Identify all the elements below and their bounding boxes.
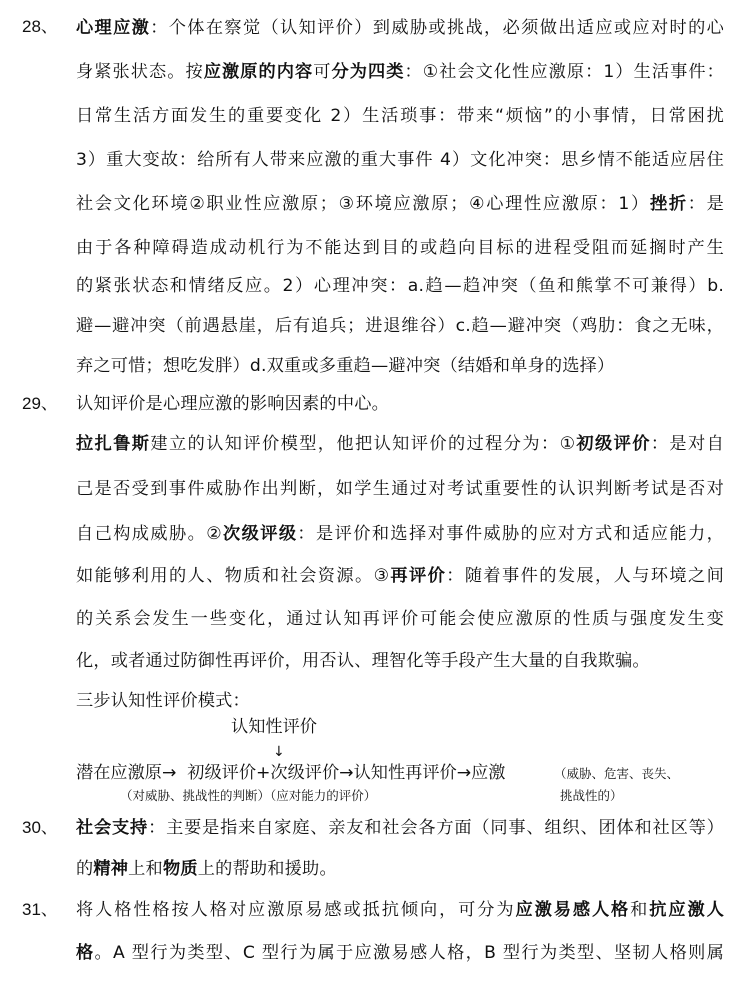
bold-term: 拉扎鲁斯 xyxy=(76,434,151,454)
text-span: 社会文化环境②职业性应激原；③环境应激原；④心理性应激原：1） xyxy=(76,194,650,214)
bold-term: 再评价 xyxy=(390,566,447,586)
text-span: ：个体在察觉（认知评价）到威胁或挑战，必须做出适应或应对时的心 xyxy=(150,18,724,38)
diagram-sub-note: （对威胁、挑战性的判断）（应对能力的评价） xyxy=(120,788,377,803)
text-line xyxy=(76,62,724,82)
text-line xyxy=(76,434,724,454)
text-span: 的紧张状态和情绪反应。2）心理冲突：a.趋—趋冲突（鱼和熊掌不可兼得）b. xyxy=(76,276,724,296)
bold-term: 物质 xyxy=(162,859,198,879)
text-span: 和 xyxy=(630,900,650,920)
text-span: 可 xyxy=(313,62,332,82)
text-span: ：①社会文化性应激原：1）生活事件： xyxy=(404,62,724,82)
text-span: ：随着事件的发展，人与环境之间 xyxy=(446,566,724,586)
text-span: 认知评价是心理应激的影响因素的中心。 xyxy=(76,394,389,414)
text-span: ：是对自 xyxy=(650,434,724,454)
bold-term: 挫折 xyxy=(649,194,688,214)
text-span: 上的帮助和援助。 xyxy=(197,859,337,879)
text-line xyxy=(76,276,724,296)
bold-term: 格 xyxy=(76,943,95,963)
text-line xyxy=(76,859,724,879)
text-line xyxy=(76,238,724,258)
text-line xyxy=(76,18,724,38)
text-line xyxy=(76,818,724,838)
text-line xyxy=(76,651,724,671)
bold-term: 应激原的内容 xyxy=(203,62,314,82)
text-span: 的 xyxy=(76,859,94,879)
bold-term: 抗应激人 xyxy=(649,900,724,920)
text-span: 弃之可惜；想吃发胖）d.双重或多重趋—避冲突（结婚和单身的选择） xyxy=(76,356,615,376)
text-span: 上和 xyxy=(128,859,163,879)
text-line xyxy=(76,356,724,376)
item-number: 30、 xyxy=(22,818,58,837)
text-span: 避—避冲突（前遇悬崖，后有追兵；进退维谷）c.趋—避冲突（鸡肋：食之无味， xyxy=(76,316,724,336)
bold-term: 精神 xyxy=(93,859,129,879)
text-span: 日常生活方面发生的重要变化 2）生活琐事：带来“烦恼”的小事情，日常困扰 xyxy=(76,106,724,126)
text-span: 由于各种障碍造成动机行为不能达到目的或趋向目标的进程受阻而延搁时产生 xyxy=(76,238,724,258)
text-span: 身紧张状态。按 xyxy=(76,62,204,82)
item-number: 31、 xyxy=(22,900,58,919)
text-span: ：是评价和选择对事件威胁的应对方式和适应能力， xyxy=(297,524,724,544)
bold-term: 初级评价 xyxy=(576,434,651,454)
text-span: 化，或者通过防御性再评价，用否认、理智化等手段产生大量的自我欺骗。 xyxy=(76,651,650,671)
text-line xyxy=(76,194,724,214)
text-span: 3）重大变故：给所有人带来应激的重大事件 4）文化冲突：思乡情不能适应居住 xyxy=(76,150,724,170)
text-line xyxy=(76,106,724,126)
text-span: ：是 xyxy=(687,194,724,214)
text-line xyxy=(76,316,724,336)
text-span: 的关系会发生一些变化，通过认知再评价可能会使应激原的性质与强度发生变 xyxy=(76,609,724,629)
text-line xyxy=(76,691,724,711)
text-span: 建立的认知评价模型，他把认知评价的过程分为：① xyxy=(150,434,577,454)
down-arrow-icon: ↓ xyxy=(273,744,285,760)
text-span: 三步认知性评价模式： xyxy=(76,691,250,711)
text-line xyxy=(76,900,724,920)
item-number: 29、 xyxy=(22,394,58,413)
diagram-main-line: 潜在应激原→ 初级评价+次级评价→认知性再评价→应激 xyxy=(76,763,506,783)
diagram-top-label: 认知性评价 xyxy=(231,717,317,737)
text-line xyxy=(76,479,724,499)
text-line xyxy=(76,566,724,586)
text-line xyxy=(76,150,724,170)
text-line xyxy=(76,524,724,544)
bold-term: 分为四类 xyxy=(331,62,405,82)
bold-term: 应激易感人格 xyxy=(515,900,631,920)
text-span: ：主要是指来自家庭、亲友和社会各方面（同事、组织、团体和社区等） xyxy=(148,818,724,838)
bold-term: 次级评级 xyxy=(223,524,298,544)
diagram-result-note: （威胁、危害、丧失、 xyxy=(554,766,680,781)
text-line xyxy=(76,609,724,629)
text-span: 如能够利用的人、物质和社会资源。③ xyxy=(76,566,391,586)
bold-term: 心理应激 xyxy=(76,18,151,38)
text-span: 自己构成威胁。② xyxy=(76,524,224,544)
text-span: 。A 型行为类型、C 型行为属于应激易感人格，B 型行为类型、坚韧人格则属 xyxy=(94,943,724,963)
bold-term: 社会支持 xyxy=(76,818,149,838)
text-span: 己是否受到事件威胁作出判断，如学生通过对考试重要性的认识判断考试是否对 xyxy=(76,479,724,499)
text-line xyxy=(76,943,724,963)
diagram-result-note: 挑战性的） xyxy=(560,788,623,803)
text-line xyxy=(76,394,724,414)
item-number: 28、 xyxy=(22,17,58,36)
text-span: 将人格性格按人格对应激原易感或抵抗倾向，可分为 xyxy=(76,900,516,920)
